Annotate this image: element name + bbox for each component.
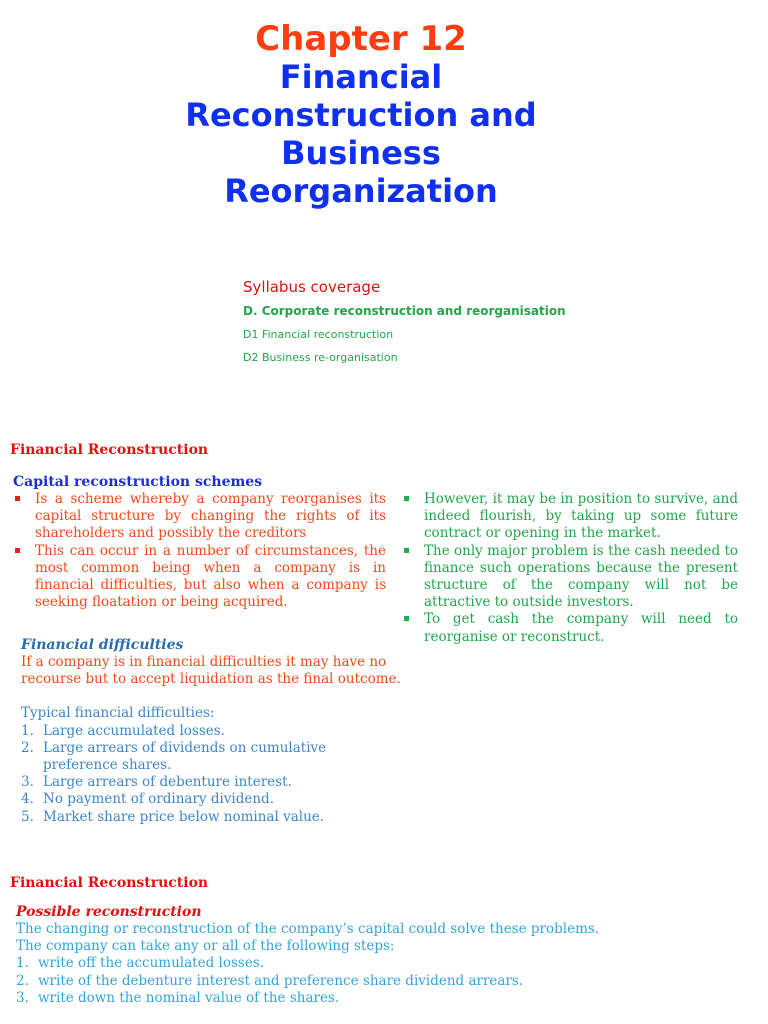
bullet-square-icon <box>404 496 409 501</box>
list-item: 1. Large accumulated losses. <box>21 722 225 739</box>
typical-difficulties-list <box>21 723 401 826</box>
typical-label: Typical financial difficulties: <box>21 705 215 722</box>
chapter-title-block <box>100 20 622 210</box>
list-item <box>402 491 738 543</box>
difficulties-text: If a company is in financial difficulties it may have no recourse but to accept liquidation as the final outcome. <box>21 654 401 688</box>
bullet-text: The only major problem is the cash needed to finance such operations because the present structure of the company will not be attractive to outside investors. <box>424 542 738 611</box>
section-heading: Financial Reconstruction <box>10 875 209 891</box>
capital-reconstruction-title: Capital reconstruction schemes <box>13 474 263 490</box>
syllabus-item: D1 Financial reconstruction <box>243 328 394 341</box>
capital-bullets-left <box>13 491 386 611</box>
list-item: 3. Large arrears of debenture interest. <box>21 774 292 791</box>
list-item: 1. write off the accumulated losses. <box>16 955 265 972</box>
chapter-number: Chapter 12 <box>255 19 467 59</box>
list-item: 5. Market share price below nominal value. <box>21 808 325 825</box>
reconstruction-text: The company can take any or all of the following steps: <box>16 938 395 955</box>
possible-reconstruction <box>16 904 756 1007</box>
reconstruction-steps-list <box>16 955 756 1007</box>
bullet-square-icon <box>404 616 409 621</box>
bullet-text: However, it may be in position to survive, and indeed flourish, by taking up some future contract or opening in the market. <box>424 491 738 542</box>
capital-bullets-right <box>402 491 738 646</box>
financial-difficulties <box>21 637 401 826</box>
syllabus-coverage <box>243 276 566 364</box>
list-item: 3. write down the nominal value of the shares. <box>16 989 340 1006</box>
syllabus-section: D. Corporate reconstruction and reorganisation <box>243 304 566 318</box>
subtitle-line: Reconstruction and <box>185 96 537 134</box>
section-heading: Financial Reconstruction <box>10 442 209 458</box>
list-item-text: write of the debenture interest and preference share dividend arrears. <box>38 972 524 989</box>
list-item-text: write off the accumulated losses. <box>38 955 265 972</box>
list-item <box>13 543 386 612</box>
list-item-text: write down the nominal value of the shares. <box>38 989 340 1006</box>
subtitle-line: Financial <box>279 58 443 96</box>
list-item <box>402 543 738 612</box>
possible-reconstruction-title: Possible reconstruction <box>16 904 202 920</box>
list-item-text: Large accumulated losses. <box>43 722 225 739</box>
bullet-text: Is a scheme whereby a company reorganises its capital structure by changing the rights of its shareholders and possibly the creditors <box>35 491 386 542</box>
list-item-text: Market share price below nominal value. <box>43 808 325 825</box>
chapter-subtitle <box>100 58 622 210</box>
list-item-text: No payment of ordinary dividend. <box>43 791 274 808</box>
syllabus-heading: Syllabus coverage <box>243 278 381 296</box>
subtitle-line: Reorganization <box>224 172 498 210</box>
list-item: 2. Large arrears of dividends on cumulative preference shares. <box>21 739 327 774</box>
list-item: 2. write of the debenture interest and preference share dividend arrears. <box>16 972 524 989</box>
reconstruction-text: The changing or reconstruction of the company’s capital could solve these problems. <box>16 921 600 937</box>
bullet-text: This can occur in a number of circumstances, the most common being when a company is in financial difficulties, but also when a company is seeking floatation or being acquired. <box>35 542 386 611</box>
list-item: 4. No payment of ordinary dividend. <box>21 791 274 808</box>
syllabus-item: D2 Business re-organisation <box>243 351 398 364</box>
difficulties-title: Financial difficulties <box>21 637 184 653</box>
list-item <box>13 491 386 543</box>
bullet-text: To get cash the company will need to reorganise or reconstruct. <box>424 611 738 645</box>
bullet-square-icon <box>15 548 20 553</box>
list-item <box>402 611 738 645</box>
bullet-square-icon <box>15 496 20 501</box>
bullet-square-icon <box>404 548 409 553</box>
list-item-text: Large arrears of dividends on cumulative preference shares. <box>43 739 327 774</box>
subtitle-line: Business <box>281 134 441 172</box>
list-item-text: Large arrears of debenture interest. <box>43 774 292 791</box>
